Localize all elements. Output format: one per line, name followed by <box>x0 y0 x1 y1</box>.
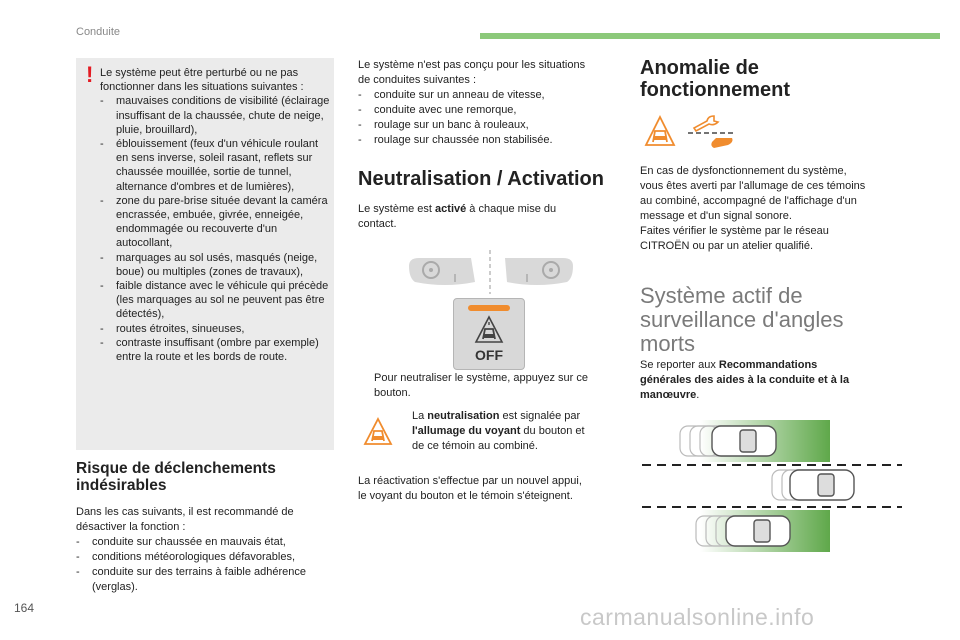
not-designed-text: Le système n'est pas conçu pour les situations de conduites suivantes : - conduite sur un anneau de vitesse, - conduite avec une remorque, - roulage sur un banc à rouleaux, - roulage sur chaussée non stabilisée. <box>358 58 626 148</box>
list-item: - conditions météorologiques défavorables, <box>76 551 296 563</box>
anomalie-heading: Anomalie de fonctionnement <box>640 57 790 101</box>
off-label: OFF <box>475 347 503 363</box>
bullet-arrow-icon <box>358 371 374 386</box>
warning-intro: Le système peut être perturbé ou ne pas fonctionner dans les situations suivantes : <box>100 67 304 94</box>
risk-text: Dans les cas suivants, il est recommandé de désactiver la fonction : - conduite sur chaussée en mauvais état, - conditions météorologiques défavorables, - conduite sur des terrains à faible adhérence (verglas). <box>76 505 344 595</box>
wrench-icon <box>694 116 733 148</box>
neutralisation-intro: Le système est activé à chaque mise du contact. <box>358 203 557 230</box>
list-item: - routes étroites, sinueuses, <box>100 322 245 335</box>
list-item: - éblouissement (feux d'un véhicule roulant en sens inverse, soleil rasant, reflets sur chaussée mouillée, sortie de tunnel, alternance d'ombres et de lumières), <box>100 138 319 193</box>
blind-spot-heading: Système actif de surveillance d'angles morts <box>640 283 844 356</box>
section-label: Conduite <box>76 26 121 38</box>
lane-warning-indicator-icon <box>363 417 393 447</box>
reactivation-text: La réactivation s'effectue par un nouvel appui, le voyant du bouton et le témoin s'éteignent. <box>358 475 582 502</box>
list-item: - roulage sur chaussée non stabilisée. <box>358 134 553 146</box>
list-item: - conduite sur un anneau de vitesse, <box>358 89 545 101</box>
list-item: - conduite avec une remorque, <box>358 104 517 116</box>
anomalie-text: En cas de dysfonctionnement du système, vous êtes averti par l'allumage de ces témoins au combiné, accompagné de l'affichage d'un message et d'un signal sonore. Faites vérifier le système par le réseau CITROËN ou par un atelier qualifié. <box>640 165 866 252</box>
risk-heading: Risque de déclenchements indésirables <box>76 460 276 494</box>
list-item: - mauvaises conditions de visibilité (éclairage insuffisant de la chaussée, chute de neige, pluie, brouillard), <box>100 95 330 136</box>
blind-spot-illustration <box>640 418 902 554</box>
page-number: 164 <box>14 601 35 615</box>
list-item: - faible distance avec le véhicule qui précède (les marquages au sol ne peuvent pas être détectés), <box>100 280 329 321</box>
list-item: - contraste insuffisant (ombre par exemple) entre la route et les bords de route. <box>100 336 319 364</box>
lane-departure-icon <box>473 314 505 346</box>
lane-warning-icon <box>646 117 674 145</box>
list-item: - marquages au sol usés, masqués (neige, boue) ou multiples (zones de travaux), <box>100 251 318 278</box>
lane-off-button[interactable] <box>453 298 525 370</box>
list-item: - conduite sur chaussée en mauvais état, <box>76 536 286 548</box>
neutralisation-note: La neutralisation est signalée par l'allumage du voyant du bouton et de ce témoin au combiné. <box>412 410 585 452</box>
indicator-led <box>468 305 510 311</box>
watermark: carmanualsonline.info <box>580 604 815 630</box>
neutralisation-instruction: Pour neutraliser le système, appuyez sur ce bouton. <box>358 371 626 401</box>
camera-mirror-illustration <box>405 248 577 296</box>
warning-text <box>100 66 332 364</box>
header-accent-bar <box>480 33 940 39</box>
neutralisation-heading: Neutralisation / Activation <box>358 168 604 190</box>
list-item: - roulage sur un banc à rouleaux, <box>358 119 529 131</box>
blind-spot-text: Se reporter aux Recommandations générales des aides à la conduite et à la manœuvre. <box>640 359 850 401</box>
fault-indicator-icons <box>644 112 736 152</box>
list-item: - conduite sur des terrains à faible adhérence (verglas). <box>76 566 307 593</box>
list-item: - zone du pare-brise située devant la caméra encrassée, embuée, givrée, enneigée, endommagée ou recouverte d'un autocollant, <box>100 194 328 250</box>
warning-exclamation-icon: ! <box>86 62 94 87</box>
